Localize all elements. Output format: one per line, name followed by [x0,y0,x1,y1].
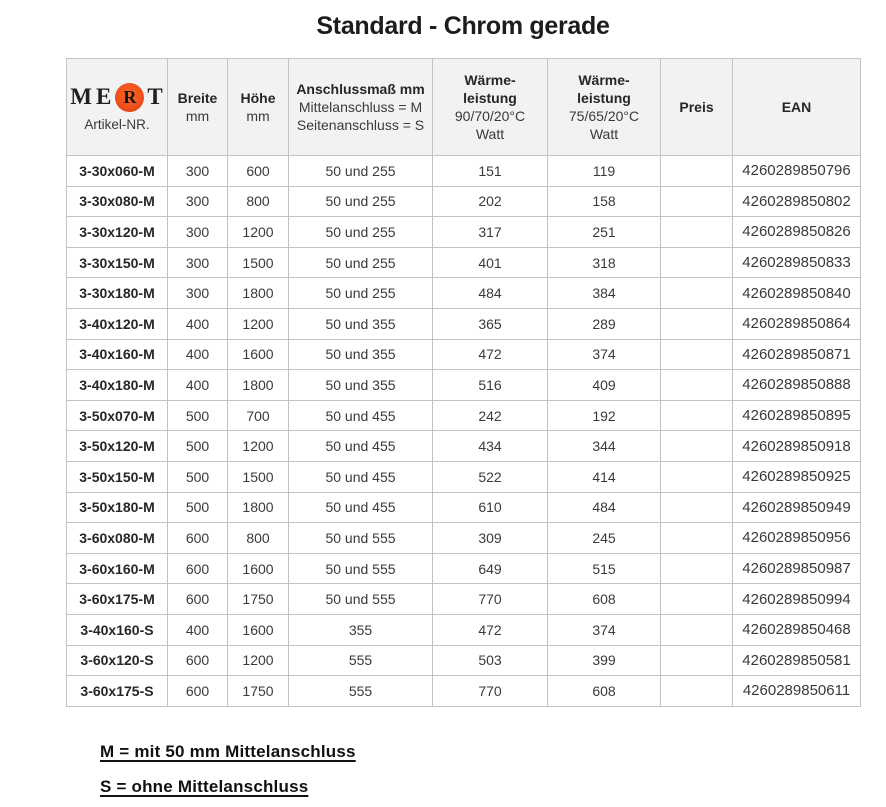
waermeleistung-90-cell: 649 [433,553,548,584]
artikel-nr-cell: 3-40x160-M [67,339,168,370]
header-cell-waermeleistung-90: Wärme- leistung 90/70/20°C Watt [433,59,548,156]
hoehe-cell: 1200 [228,308,289,339]
breite-cell: 600 [168,645,228,676]
waermeleistung-90-cell: 770 [433,676,548,707]
waermeleistung-75-cell: 515 [548,553,661,584]
waermeleistung-75-cell: 158 [548,186,661,217]
artikel-nr-cell: 3-50x070-M [67,400,168,431]
waermeleistung-75-cell: 414 [548,461,661,492]
hoehe-cell: 1200 [228,217,289,248]
breite-cell: 300 [168,186,228,217]
artikel-nr-cell: 3-60x160-M [67,553,168,584]
ean-cell: 4260289850581 [733,645,861,676]
waermeleistung-75-cell: 192 [548,400,661,431]
waermeleistung-90-cell: 472 [433,614,548,645]
waermeleistung-90-cell: 503 [433,645,548,676]
preis-cell [661,400,733,431]
waermeleistung-90-cell: 610 [433,492,548,523]
header-cell-artikel [67,59,168,156]
preis-cell [661,492,733,523]
hoehe-cell: 1500 [228,461,289,492]
hoehe-cell: 600 [228,156,289,187]
preis-cell [661,645,733,676]
anschlussmass-cell: 50 und 255 [289,217,433,248]
table-header [67,59,861,156]
waermeleistung-75-cell: 399 [548,645,661,676]
mert-logo-circle-icon: R [115,83,144,112]
anschlussmass-cell: 355 [289,614,433,645]
hoehe-cell: 1200 [228,431,289,462]
table-row [67,370,861,401]
waermeleistung-90-cell: 401 [433,247,548,278]
table-row [67,217,861,248]
footnotes [100,742,356,807]
table-row [67,523,861,554]
anschlussmass-cell: 50 und 555 [289,553,433,584]
hoehe-cell: 1200 [228,645,289,676]
ean-cell: 4260289850611 [733,676,861,707]
preis-cell [661,523,733,554]
hoehe-cell: 1800 [228,370,289,401]
table-row [67,431,861,462]
table-row [67,400,861,431]
preis-cell [661,431,733,462]
waermeleistung-90-cell: 151 [433,156,548,187]
breite-cell: 500 [168,492,228,523]
breite-cell: 400 [168,614,228,645]
anschlussmass-cell: 50 und 555 [289,584,433,615]
artikel-nr-cell: 3-30x080-M [67,186,168,217]
hoehe-cell: 1800 [228,492,289,523]
breite-cell: 600 [168,553,228,584]
breite-cell: 600 [168,523,228,554]
hoehe-cell: 1600 [228,553,289,584]
anschlussmass-cell: 555 [289,676,433,707]
waermeleistung-75-cell: 484 [548,492,661,523]
artikel-nr-cell: 3-30x180-M [67,278,168,309]
logo-letter-m: M [70,84,94,109]
waermeleistung-90-cell: 365 [433,308,548,339]
table-row [67,645,861,676]
artikel-nr-cell: 3-50x120-M [67,431,168,462]
preis-cell [661,247,733,278]
ean-cell: 4260289850833 [733,247,861,278]
artikel-nr-cell: 3-30x060-M [67,156,168,187]
waermeleistung-75-cell: 374 [548,339,661,370]
anschlussmass-cell: 50 und 255 [289,278,433,309]
artikel-nr-cell: 3-60x175-M [67,584,168,615]
hoehe-cell: 1600 [228,339,289,370]
header-cell-ean: EAN [733,59,861,156]
waermeleistung-75-cell: 318 [548,247,661,278]
breite-cell: 500 [168,400,228,431]
header-cell-hoehe: Höhe mm [228,59,289,156]
breite-cell: 400 [168,308,228,339]
preis-cell [661,278,733,309]
breite-cell: 600 [168,584,228,615]
breite-cell: 300 [168,217,228,248]
waermeleistung-90-cell: 309 [433,523,548,554]
waermeleistung-90-cell: 770 [433,584,548,615]
anschlussmass-cell: 50 und 255 [289,156,433,187]
waermeleistung-75-cell: 608 [548,584,661,615]
anschlussmass-cell: 50 und 555 [289,523,433,554]
preis-cell [661,217,733,248]
table-body [67,156,861,707]
logo-letter-e: E [96,84,113,109]
preis-cell [661,186,733,217]
table-row [67,461,861,492]
anschlussmass-cell: 50 und 255 [289,186,433,217]
artikel-nr-cell: 3-50x180-M [67,492,168,523]
preis-cell [661,461,733,492]
preis-cell [661,584,733,615]
artikel-nr-cell: 3-40x120-M [67,308,168,339]
product-table [66,58,861,707]
waermeleistung-75-cell: 374 [548,614,661,645]
artikel-nr-cell: 3-40x180-M [67,370,168,401]
waermeleistung-90-cell: 472 [433,339,548,370]
waermeleistung-75-cell: 384 [548,278,661,309]
preis-cell [661,676,733,707]
anschlussmass-cell: 50 und 455 [289,492,433,523]
waermeleistung-90-cell: 522 [433,461,548,492]
table-row [67,614,861,645]
waermeleistung-75-cell: 344 [548,431,661,462]
breite-cell: 500 [168,461,228,492]
header-cell-preis: Preis [661,59,733,156]
ean-cell: 4260289850864 [733,308,861,339]
hoehe-cell: 700 [228,400,289,431]
header-cell-waermeleistung-75: Wärme- leistung 75/65/20°C Watt [548,59,661,156]
mert-logo [69,83,165,112]
header-cell-anschlussmass: Anschlussmaß mm Mittelanschluss = M Seitenanschluss = S [289,59,433,156]
artikel-nr-cell: 3-50x150-M [67,461,168,492]
anschlussmass-cell: 50 und 455 [289,431,433,462]
preis-cell [661,156,733,187]
table-row [67,278,861,309]
hoehe-cell: 800 [228,523,289,554]
table-row [67,308,861,339]
anschlussmass-cell: 50 und 455 [289,400,433,431]
table-row [67,186,861,217]
waermeleistung-90-cell: 317 [433,217,548,248]
ean-cell: 4260289850802 [733,186,861,217]
waermeleistung-75-cell: 608 [548,676,661,707]
ean-cell: 4260289850888 [733,370,861,401]
breite-cell: 500 [168,431,228,462]
ean-cell: 4260289850925 [733,461,861,492]
ean-cell: 4260289850468 [733,614,861,645]
preis-cell [661,614,733,645]
preis-cell [661,339,733,370]
waermeleistung-75-cell: 289 [548,308,661,339]
ean-cell: 4260289850987 [733,553,861,584]
ean-cell: 4260289850994 [733,584,861,615]
breite-cell: 600 [168,676,228,707]
anschlussmass-cell: 50 und 355 [289,339,433,370]
preis-cell [661,308,733,339]
ean-cell: 4260289850826 [733,217,861,248]
artikel-nr-cell: 3-40x160-S [67,614,168,645]
waermeleistung-75-cell: 119 [548,156,661,187]
preis-cell [661,370,733,401]
breite-cell: 400 [168,339,228,370]
table-row [67,247,861,278]
hoehe-cell: 1800 [228,278,289,309]
hoehe-cell: 1500 [228,247,289,278]
artikel-nr-cell: 3-60x175-S [67,676,168,707]
waermeleistung-90-cell: 516 [433,370,548,401]
hoehe-cell: 800 [228,186,289,217]
artikel-nr-cell: 3-60x080-M [67,523,168,554]
ean-cell: 4260289850895 [733,400,861,431]
table-header-row [67,59,861,156]
preis-cell [661,553,733,584]
waermeleistung-75-cell: 251 [548,217,661,248]
breite-cell: 400 [168,370,228,401]
ean-cell: 4260289850871 [733,339,861,370]
page-title: Standard - Chrom gerade [316,12,610,40]
table-row [67,156,861,187]
waermeleistung-90-cell: 434 [433,431,548,462]
artikel-nr-label: Artikel-NR. [84,116,150,132]
ean-cell: 4260289850956 [733,523,861,554]
artikel-nr-cell: 3-30x120-M [67,217,168,248]
artikel-nr-cell: 3-30x150-M [67,247,168,278]
table-row [67,584,861,615]
hoehe-cell: 1750 [228,676,289,707]
table-row [67,676,861,707]
waermeleistung-75-cell: 409 [548,370,661,401]
footnote-m: M = mit 50 mm Mittelanschluss [100,742,356,761]
hoehe-cell: 1750 [228,584,289,615]
anschlussmass-cell: 50 und 355 [289,308,433,339]
breite-cell: 300 [168,278,228,309]
table-row [67,492,861,523]
ean-cell: 4260289850796 [733,156,861,187]
ean-cell: 4260289850949 [733,492,861,523]
logo-letter-t: T [147,84,164,109]
breite-cell: 300 [168,156,228,187]
waermeleistung-90-cell: 202 [433,186,548,217]
anschlussmass-cell: 50 und 355 [289,370,433,401]
waermeleistung-75-cell: 245 [548,523,661,554]
ean-cell: 4260289850840 [733,278,861,309]
table-row [67,553,861,584]
artikel-nr-cell: 3-60x120-S [67,645,168,676]
waermeleistung-90-cell: 484 [433,278,548,309]
breite-cell: 300 [168,247,228,278]
waermeleistung-90-cell: 242 [433,400,548,431]
header-cell-breite: Breite mm [168,59,228,156]
hoehe-cell: 1600 [228,614,289,645]
ean-cell: 4260289850918 [733,431,861,462]
anschlussmass-cell: 50 und 455 [289,461,433,492]
anschlussmass-cell: 50 und 255 [289,247,433,278]
table-row [67,339,861,370]
anschlussmass-cell: 555 [289,645,433,676]
footnote-s: S = ohne Mittelanschluss [100,777,309,796]
